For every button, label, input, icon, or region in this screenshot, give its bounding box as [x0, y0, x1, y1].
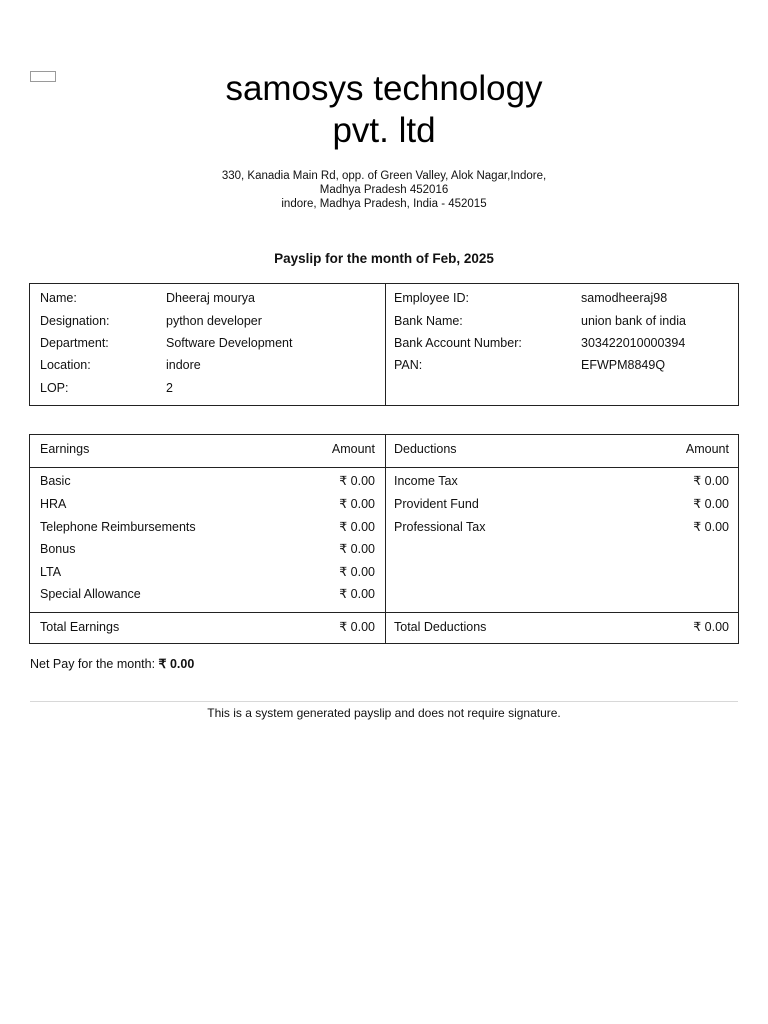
detail-label: Bank Name: — [394, 314, 463, 328]
deduction-label-professional-tax: Professional Tax — [394, 520, 486, 534]
company-address — [0, 169, 768, 211]
deduction-amount-income-tax: ₹ 0.00 — [693, 474, 729, 488]
detail-label: PAN: — [394, 358, 423, 372]
net-pay-amount: ₹ 0.00 — [158, 657, 195, 671]
earning-label-lta: LTA — [40, 565, 62, 579]
deduction-amount-professional-tax: ₹ 0.00 — [693, 520, 729, 534]
earning-label-telephone: Telephone Reimbursements — [40, 520, 196, 534]
footer-note: This is a system generated payslip and does not require signature. — [207, 706, 561, 720]
earning-amount-hra: ₹ 0.00 — [339, 497, 375, 511]
earning-amount-lta: ₹ 0.00 — [339, 565, 375, 579]
detail-value: python developer — [166, 314, 262, 328]
address-line3: indore, Madhya Pradesh, India - 452015 — [281, 198, 487, 210]
earnings-header: Earnings — [40, 442, 90, 456]
detail-value: union bank of india — [581, 314, 686, 328]
detail-value: 303422010000394 — [581, 336, 686, 350]
company-name-line2: pvt. ltd — [332, 111, 436, 150]
earning-amount-basic: ₹ 0.00 — [339, 474, 375, 488]
earning-label-special-allowance: Special Allowance — [40, 587, 141, 601]
earning-label-hra: HRA — [40, 497, 67, 511]
deduction-amount-provident-fund: ₹ 0.00 — [693, 497, 729, 511]
earning-amount-bonus: ₹ 0.00 — [339, 542, 375, 556]
company-name — [0, 68, 768, 152]
detail-label: Employee ID: — [394, 291, 470, 305]
total-earnings-label: Total Earnings — [40, 620, 120, 634]
net-pay — [30, 655, 194, 673]
detail-label: Name: — [40, 291, 77, 305]
deduction-label-provident-fund: Provident Fund — [394, 497, 479, 511]
detail-value: Dheeraj mourya — [166, 291, 255, 305]
total-rule — [30, 612, 738, 613]
earning-label-bonus: Bonus — [40, 542, 76, 556]
detail-label: Location: — [40, 358, 91, 372]
detail-value: EFWPM8849Q — [581, 358, 666, 372]
earning-amount-telephone: ₹ 0.00 — [339, 520, 375, 534]
detail-label: Department: — [40, 336, 109, 350]
earning-amount-special-allowance: ₹ 0.00 — [339, 587, 375, 601]
net-pay-label: Net Pay for the month: — [30, 657, 156, 671]
address-line2: Madhya Pradesh 452016 — [319, 184, 449, 196]
total-deductions-amount: ₹ 0.00 — [693, 620, 729, 634]
employee-details-box — [29, 283, 739, 406]
total-deductions-label: Total Deductions — [394, 620, 487, 634]
detail-value: 2 — [166, 381, 173, 395]
detail-label: Designation: — [40, 314, 110, 328]
detail-value: samodheeraj98 — [581, 291, 668, 305]
address-line1: 330, Kanadia Main Rd, opp. of Green Valley, Alok Nagar,Indore, — [221, 170, 547, 182]
payslip-title: Payslip for the month of Feb, 2025 — [274, 251, 494, 266]
earnings-deductions-table — [29, 434, 739, 644]
earning-label-basic: Basic — [40, 474, 71, 488]
footer-divider — [30, 701, 738, 702]
earnings-amount-header: Amount — [331, 442, 375, 456]
deductions-amount-header: Amount — [685, 442, 729, 456]
details-divider — [385, 284, 386, 405]
detail-value: Software Development — [166, 336, 293, 350]
company-name-line1: samosys technology — [225, 69, 543, 108]
deductions-header: Deductions — [394, 442, 457, 456]
detail-label: Bank Account Number: — [394, 336, 522, 350]
total-earnings-amount: ₹ 0.00 — [339, 620, 375, 634]
deduction-label-income-tax: Income Tax — [394, 474, 458, 488]
detail-label: LOP: — [40, 381, 69, 395]
detail-value: indore — [166, 358, 201, 372]
header-rule — [30, 467, 738, 468]
